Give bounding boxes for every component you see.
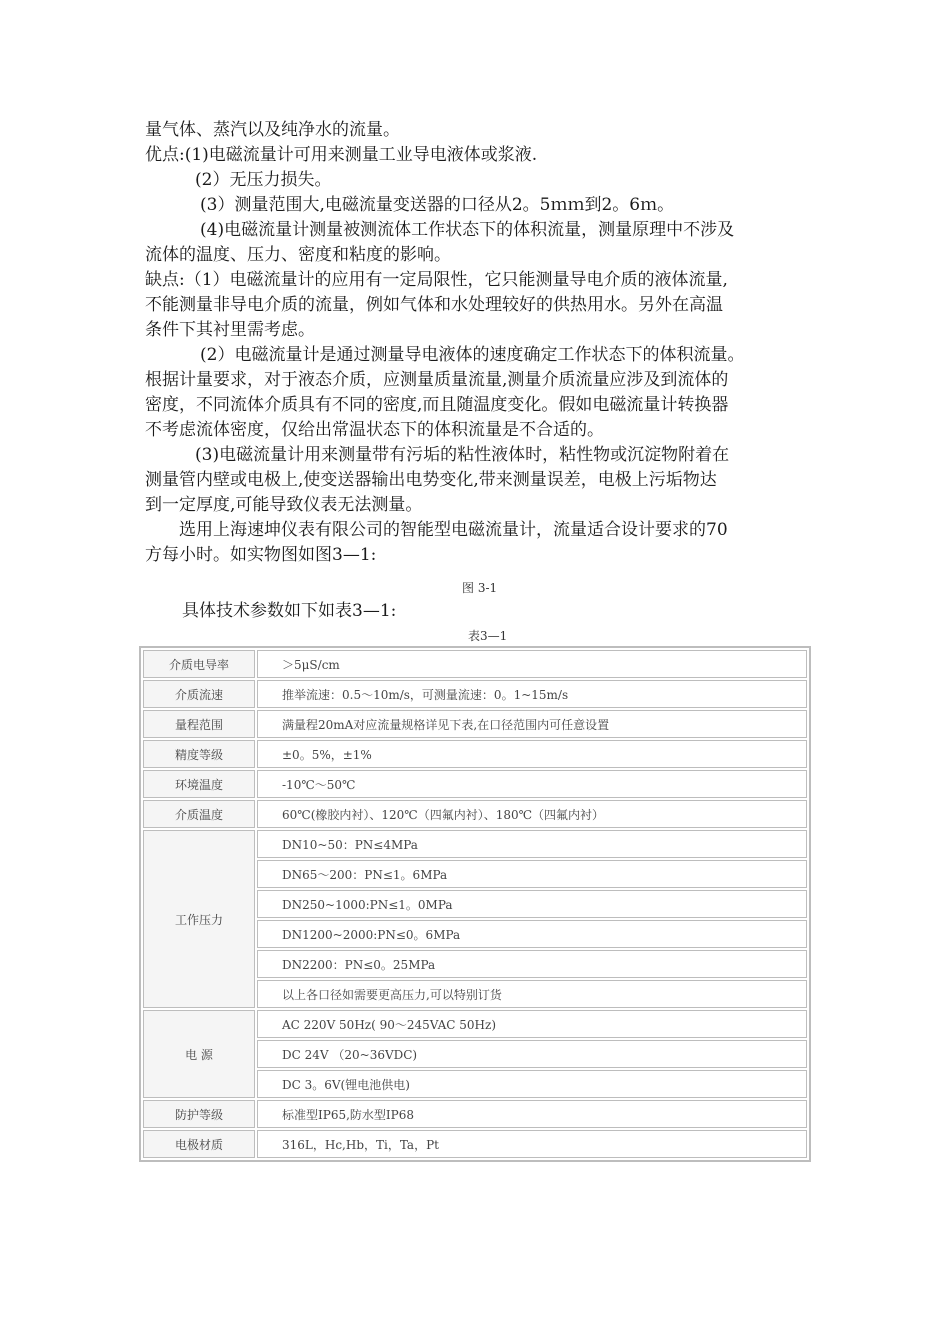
row-label: 精度等级	[143, 740, 255, 768]
row-label: 电 源	[143, 1010, 255, 1098]
row-value: 60℃(橡胶内衬）、120℃（四氟内衬）、180℃（四氟内衬）	[257, 800, 807, 828]
row-value: 满量程20mA对应流量规格详见下表,在口径范围内可任意设置	[257, 710, 807, 738]
row-label: 电极材质	[143, 1130, 255, 1158]
paragraph-line: (4)电磁流量计测量被测流体工作状态下的体积流量，测量原理中不涉及	[200, 220, 735, 240]
table-caption: 表3—1	[468, 629, 508, 643]
paragraph-line: 条件下其衬里需考虑。	[145, 320, 315, 340]
paragraph-line: (3)电磁流量计用来测量带有污垢的粘性液体时，粘性物或沉淀物附着在	[195, 445, 730, 465]
row-label: 工作压力	[143, 830, 255, 1008]
row-value: ＞5μS/cm	[257, 650, 807, 678]
row-value: DC 24V （20~36VDC)	[257, 1040, 807, 1068]
row-value: 标准型IP65,防水型IP68	[257, 1100, 807, 1128]
table-row	[143, 770, 807, 798]
paragraph-line: 密度，不同流体介质具有不同的密度,而且随温度变化。假如电磁流量计转换器	[145, 395, 729, 415]
body-text	[145, 118, 815, 568]
paragraph-line: 缺点:（1）电磁流量计的应用有一定局限性，它只能测量导电介质的液体流量,	[145, 270, 728, 290]
table-row	[143, 800, 807, 828]
table-row	[143, 740, 807, 768]
row-value: DC 3。6V(锂电池供电)	[257, 1070, 807, 1098]
table-row	[143, 1100, 807, 1128]
paragraph-line: 根据计量要求，对于液态介质，应测量质量流量,测量介质流量应涉及到流体的	[145, 370, 729, 390]
row-value: DN10~50：PN≤4MPa	[257, 830, 807, 858]
paragraph-line: 流体的温度、压力、密度和粘度的影响。	[145, 245, 451, 265]
paragraph-line: (2）电磁流量计是通过测量导电液体的速度确定工作状态下的体积流量。	[200, 345, 745, 365]
row-label: 量程范围	[143, 710, 255, 738]
table-row	[143, 710, 807, 738]
table-row	[143, 830, 807, 858]
row-value: DN65～200：PN≤1。6MPa	[257, 860, 807, 888]
row-value: DN2200：PN≤0。25MPa	[257, 950, 807, 978]
paragraph-line: 优点:(1)电磁流量计可用来测量工业导电液体或浆液.	[145, 145, 538, 165]
row-label: 介质电导率	[143, 650, 255, 678]
table-row	[143, 1130, 807, 1158]
row-label: 环境温度	[143, 770, 255, 798]
paragraph-line: (2）无压力损失。	[195, 170, 332, 190]
row-value: DN250~1000:PN≤1。0MPa	[257, 890, 807, 918]
paragraph-line: 量气体、蒸汽以及纯净水的流量。	[145, 120, 400, 140]
row-value: DN1200~2000:PN≤0。6MPa	[257, 920, 807, 948]
row-value: ±0。5%，±1%	[257, 740, 807, 768]
row-value: 推举流速：0.5～10m/s，可测量流速：0。1~15m/s	[257, 680, 807, 708]
paragraph-line: 方每小时。如实物图如图3—1:	[145, 545, 377, 565]
paragraph-line: 不考虑流体密度，仅给出常温状态下的体积流量是不合适的。	[145, 420, 604, 440]
paragraph-line: 到一定厚度,可能导致仪表无法测量。	[145, 495, 423, 515]
row-value: 以上各口径如需要更高压力,可以特别订货	[257, 980, 807, 1008]
row-label: 介质温度	[143, 800, 255, 828]
table-row	[143, 1010, 807, 1038]
paragraph-line: 测量管内壁或电极上,使变送器输出电势变化,带来测量误差，电极上污垢物达	[145, 470, 717, 490]
row-value: AC 220V 50Hz( 90～245VAC 50Hz)	[257, 1010, 807, 1038]
spec-table	[139, 646, 811, 1162]
paragraph-line: (3）测量范围大,电磁流量变送器的口径从2。5ｍｍ到2。6ｍ。	[200, 195, 675, 215]
figure-caption: 图 3-1	[462, 581, 498, 595]
paragraph-line: 选用上海速坤仪表有限公司的智能型电磁流量计，流量适合设计要求的70	[179, 520, 728, 540]
paragraph-line: 不能测量非导电介质的流量，例如气体和水处理较好的供热用水。另外在高温	[145, 295, 723, 315]
row-value: -10℃～50℃	[257, 770, 807, 798]
table-row	[143, 650, 807, 678]
row-label: 防护等级	[143, 1100, 255, 1128]
table-intro: 具体技术参数如下如表3—1:	[182, 601, 397, 621]
row-label: 介质流速	[143, 680, 255, 708]
table-row	[143, 680, 807, 708]
row-value: 316L，Hc,Hb，Ti，Ta，Pt	[257, 1130, 807, 1158]
